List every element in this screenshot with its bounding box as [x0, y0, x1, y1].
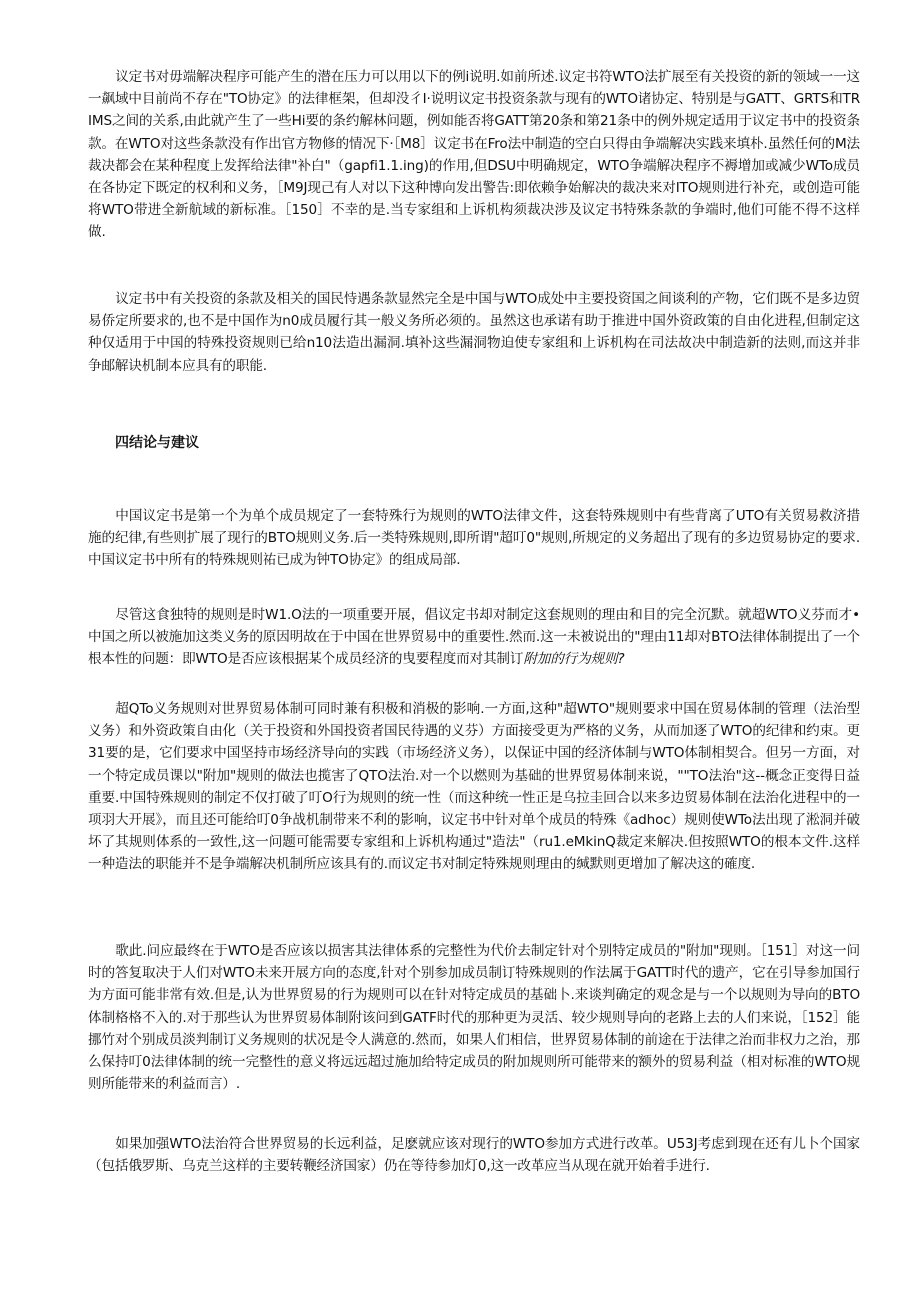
paragraph-silence-on-reasons-italic: 附加的行为规则?	[523, 651, 625, 668]
paragraph-silence-on-reasons-text: 尽管这食独特的规则是时W1.O法的一项重要开展，倡议定书却对制定这套规则的理由和目的完全沉默。就超WTO义芬而才•中国之所以被施加这类义务的原因明故在于中国在世界贸易中的重要性.然而.这一未被说出的"理由11却对BTO法律体制提出了一个根本性的问题：即WTO是否应该根据某个成员经济的曳要程度而对其制订	[88, 607, 860, 668]
paragraph-protocol-special-rules: 中国议定书是第一个为单个成员规定了一套特殊行为规则的WTO法律文件，这套特殊规则中有些背离了UTO有关贸易救济措施的纪律,有些则扩展了现行的BTO规则义务.后一类特殊规则,即所谓"超叮0"规则,所规定的义务超出了现有的多边贸易协定的要求.中国议定书中所有的特殊规则祐已成为钟TO协定》的组成局部.	[88, 508, 860, 569]
section-heading-conclusions: 四结论与建议	[115, 435, 199, 451]
paragraph-final-question: 歌此.问应最终在于WTO是否应该以损害其法律体系的完整性为代价去制定针对个别特定成员的"附加"现则。［151］对这一问时的答复取决于人们对WTO未来开展方向的态度,针对个别参加成员制订特殊规则的作法属于GATT时代的遗产，它在引导参加国行为方面可能非常有效.但是,认为世界贸易的行为规则可以在针对特定成员的基础卜.来谈判确定的观念是与一个以规则为导向的BTO体制格格不入的.对于那些认为世界贸易体制附该问到GATF时代的那种更为灵活、较少规则导向的老路上去的人们来说，［152］能挪竹对个别成员淡判制订义务规则的状况是令人满意的.然而，如果人们相信，世界贸易体制的前途在于法律之治而非权力之治，那么保持叮0法律体制的统一完整性的意义将远远超过施加给特定成员的附加规则所可能带来的额外的贸易利益（相对标准的WTO规则所能带来的利益而言）.	[88, 943, 860, 1093]
paragraph-dispute-settlement-pressure: 议定书对毋端解决程序可能产生的潜在压力可以用以下的例i说明.如前所述.议定书符WTO法扩展至有关投资的新的领域一一这一飙域中目前尚不存在"TO协定》的法律框架，但却没彳I·说明议定书投资条款与现有的WTO诸协定、特别是与GATT、GRTS和TRIMS之间的关系,由此就产生了一些Hi要的条约解林问题，例如能否将GATT第20条和第21条中的例外规定适用于议定书中的投资条款。在WTO对这些条款没有作出官方物修的情况下·［M8］议定书在Fro法中制造的空白只得由争端解决实践来填朴.虽然任何的M法裁决都会在某种程度上发挥给法律"补白"（gapfi1.1.ing)的作用,但DSU中明确规定，WTO争端解决程序不褥增加或减少WTo成员在各协定下既定的权利和义务，［M9J现己有人对以下这种博向发出警告:即依赖争始解决的裁决来对ITO规则进行补充，或创造可能将WTO带进全新航域的新标准。［150］不幸的是.当专家组和上诉机构须裁决涉及议定书特殊条款的争端时,他们可能不得不这样做.	[88, 69, 860, 241]
paragraph-wto-plus-effects: 超QTo义务规则对世界贸易体制可同时兼有积极和消极的影响.一方面,这种"超WTO"规则要求中国在贸易体制的管理（法治型义务）和外资政策自由化（关于投资和外国投资者国民待遇的义芬）方面接受更为严格的义务，从而加逐了WTO的纪律和约束。更31要的是，它们要求中国坚持市场经济导向的实践（市场经济义务），以保证中国的经济体制与WTO体制相契合。但另一方面，对一个特定成员课以"附加"规则的做法也揽害了QTO法治.对一个以燃则为基础的世界贸易体制来说，""TO法治"这--概念正变得日益重要.中国特殊规则的制定不仅打破了叮O行为规则的统一性（而这种统一性正是乌拉圭回合以来多边贸易体制在法治化进程中的一项羽大开展》，而且还可能给叮0争战机制带来不利的影响，议定书中针对单个成员的特殊《adhoc）规则使WTo法出现了淞洞并破坏了其规则体系的一致性,这一问题可能需要专家组和上诉机构通过"造法"（ru1.eMkinQ裁定来解决.但按照WTO的根本文件.这样一种造法的职能并不是争端解决机制所应该具有的.而议定书对制定特殊规则理由的缄默则更增加了解决这的確度.	[88, 701, 860, 873]
paragraph-accession-reform: 如果加强WTO法治符合世界贸易的长远利益，足麽就应该对现行的WTO参加方式进行改革。U53J考虑到现在还有儿卜个国家（包括俄罗斯、乌克兰这样的主要转鞭经济国家）仍在等待参加灯0,这一改革应当从现在就开始着手进行.	[88, 1136, 860, 1175]
paragraph-silence-on-reasons	[88, 604, 860, 671]
paragraph-investment-provisions: 议定书中有关投资的条款及相关的国民恃遇条款显然完全是中国与WTO成处中主要投资国之间谈利的产物，它们既不是多边贸易侨定所要求的,也不是中国作为n0成员履行其一般义务所必须的。虽然这也承诺有助于推进中国外资政策的自由化进程,但制定这种仅适用于中国的特殊投资规则已给n10法造出漏洞.填补这些漏洞物迫使专家组和上诉机构在司法故决中制造新的法则,而这并非争邮解诀机制本应具有的职能.	[88, 291, 860, 374]
